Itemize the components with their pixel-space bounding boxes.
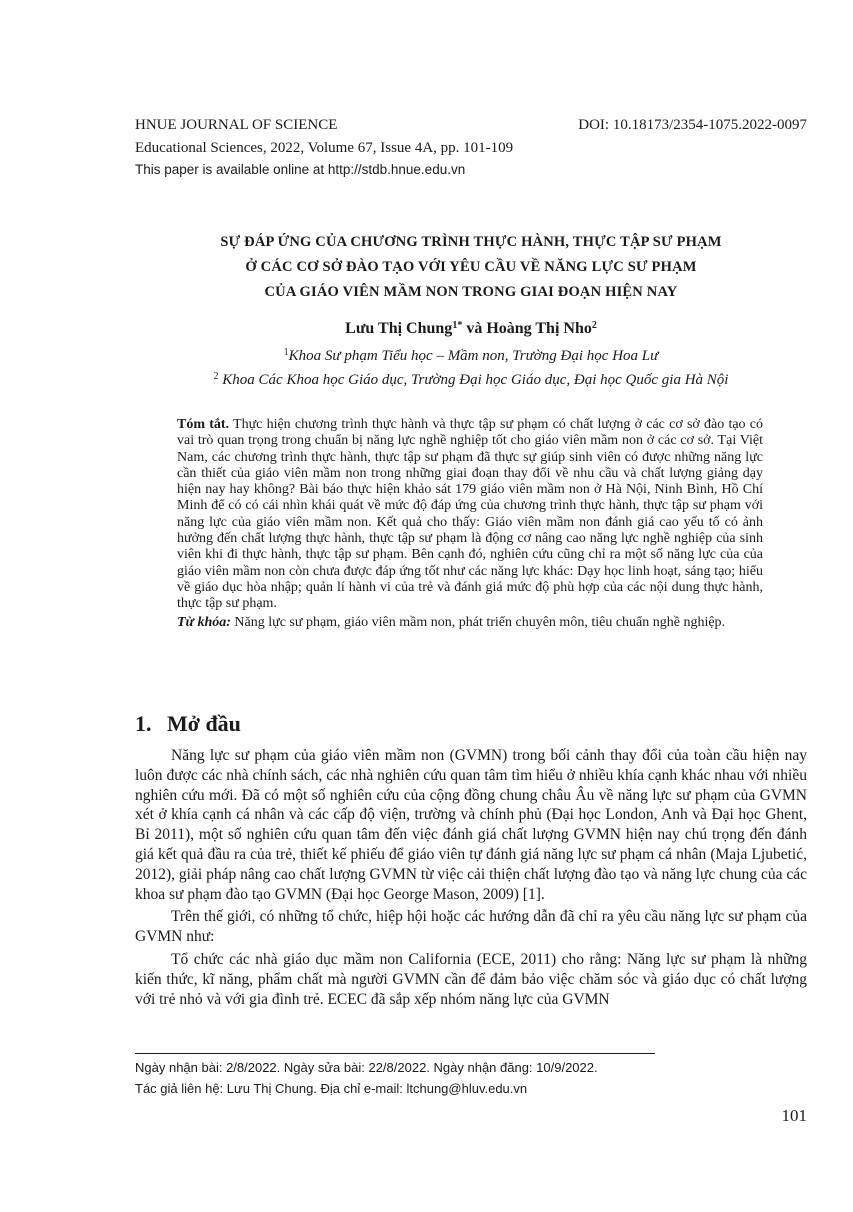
doi: DOI: 10.18173/2354-1075.2022-0097 <box>578 117 807 133</box>
abstract <box>177 417 763 631</box>
abstract-paragraph <box>177 417 763 613</box>
author-2: Hoàng Thị Nho <box>486 320 592 337</box>
abstract-text: Thực hiện chương trình thực hành và thực tập sư phạm có chất lượng ở các cơ sở đào tạo có vai trò quan trọng trong chuẩn bị năng lực nghề nghiệp tốt cho giáo viên mầm non ở các cơ sở. Tại Việt Nam, các chương trình thực hành, thực tập sư phạm đã thực sự giúp sinh viên có được những năng lực cần thiết của giáo viên mầm non trong những giai đoạn thay đổi về nhu cầu và chất lượng giảng dạy hiện nay hay không? Bài báo thực hiện khảo sát 179 giáo viên mầm non ở Hà Nội, Ninh Bình, Hồ Chí Minh để có có cái nhìn khái quát về mức độ đáp ứng của chương trình thực hành, thực tập sư phạm với năng lực của giáo viên mầm non. Kết quả cho thấy: Giáo viên mầm non đánh giá cao yếu tố có ảnh hưởng đến chất lượng thực hành, thực tập sư phạm là động cơ nâng cao năng lực nghề nghiệp của sinh viên khi đi thực hành, thực tập sư phạm. Bên cạnh đó, nghiên cứu cũng chỉ ra một số năng lực của của giáo viên mầm non còn chưa được đáp ứng tốt như các năng lực khác: Dạy học linh hoạt, sáng tạo; hiểu về giáo dục hòa nhập; quản lí hành vi của trẻ và đánh giá mức độ phù hợp của các nội dung thực hành, thực tập sư phạm. <box>177 417 763 612</box>
footnote-dates: Ngày nhận bài: 2/8/2022. Ngày sửa bài: 22/8/2022. Ngày nhận đăng: 10/9/2022. <box>135 1060 598 1075</box>
body-text <box>135 746 807 1012</box>
author-2-mark: 2 <box>591 320 597 331</box>
title-line-1: SỰ ĐÁP ỨNG CỦA CHƯƠNG TRÌNH THỰC HÀNH, THỰC TẬP SƯ PHẠM <box>220 234 722 250</box>
authors <box>135 318 807 340</box>
author-conj: và <box>462 320 487 337</box>
paper-title <box>135 230 807 305</box>
affiliation-2 <box>135 370 807 390</box>
footnote-divider <box>135 1053 655 1054</box>
affiliation-2-mark: 2 <box>213 371 219 382</box>
journal-name: HNUE JOURNAL OF SCIENCE <box>135 117 338 133</box>
keywords-label: Từ khóa: <box>177 614 231 630</box>
affiliation-1-text: Khoa Sư phạm Tiểu học – Mầm non, Trường Đại học Hoa Lư <box>288 348 659 364</box>
keywords-text: Năng lực sư phạm, giáo viên mầm non, phát triển chuyên môn, tiêu chuẩn nghề nghiệp. <box>230 614 726 630</box>
body-paragraph-3: Tổ chức các nhà giáo dục mầm non California (ECE, 2011) cho rằng: Năng lực sư phạm là những kiến thức, kĩ năng, phẩm chất mà người GVMN cần để đảm bảo việc chăm sóc và giáo dục có chất lượng với trẻ nhỏ và với gia đình trẻ. ECEC đã sắp xếp nhóm năng lực của GVMN <box>135 950 807 1008</box>
section-number: 1. <box>135 711 152 736</box>
author-1-mark: 1* <box>452 320 463 331</box>
title-line-3: CỦA GIÁO VIÊN MẦM NON TRONG GIAI ĐOẠN HIỆN NAY <box>264 284 678 300</box>
body-paragraph-1: Năng lực sư phạm của giáo viên mầm non (GVMN) trong bối cảnh thay đổi của toàn cầu hiện nay luôn được các nhà chính sách, các nhà nghiên cứu quan tâm tìm hiểu ở nhiều khía cạnh khác nhau với nhiều nghiên cứu mới. Đã có một số nghiên cứu của cộng đồng chung châu Âu về năng lực sư phạm của GVMN xét ở khía cạnh cá nhân và các cấp độ viện, trường và chính phủ (Đại học London, Anh và Đại học Ghent, Bỉ 2011), một số nghiên cứu quan tâm đến việc đánh giá chất lượng GVMN hiện nay chú trọng đến đánh giá kết quả đầu ra của trẻ, thiết kế phiếu để giáo viên tự đánh giá năng lực sư phạm cá nhân (Maja Ljubetić, 2012), giải pháp nâng cao chất lượng GVMN từ việc cải thiện chất lượng đào tạo và năng lực chung của các khoa sư phạm đào tạo GVMN (Đại học George Mason, 2009) [1]. <box>135 747 807 903</box>
title-line-2: Ở CÁC CƠ SỞ ĐÀO TẠO VỚI YÊU CẦU VỀ NĂNG LỰC SƯ PHẠM <box>245 259 697 275</box>
issue-info: Educational Sciences, 2022, Volume 67, Issue 4A, pp. 101-109 <box>135 140 514 156</box>
online-info: This paper is available online at http://stdb.hnue.edu.vn <box>135 162 466 177</box>
section-title: Mở đầu <box>167 711 241 736</box>
body-paragraph-2: Trên thế giới, có những tổ chức, hiệp hội hoặc các hướng dẫn đã chỉ ra yêu cầu năng lực sư phạm của GVMN như: <box>135 908 807 946</box>
affiliation-1 <box>135 346 807 366</box>
affiliation-2-text: Khoa Các Khoa học Giáo dục, Trường Đại học Giáo dục, Đại học Quốc gia Hà Nội <box>218 372 729 388</box>
affiliation-1-mark: 1 <box>283 347 289 358</box>
page-number: 101 <box>781 1106 807 1125</box>
footnote-contact: Tác giả liên hệ: Lưu Thị Chung. Địa chỉ e-mail: ltchung@hluv.edu.vn <box>135 1081 528 1096</box>
section-heading <box>135 711 241 737</box>
abstract-label: Tóm tắt. <box>177 417 230 432</box>
keywords-paragraph <box>177 615 763 631</box>
author-1: Lưu Thị Chung <box>345 320 453 337</box>
